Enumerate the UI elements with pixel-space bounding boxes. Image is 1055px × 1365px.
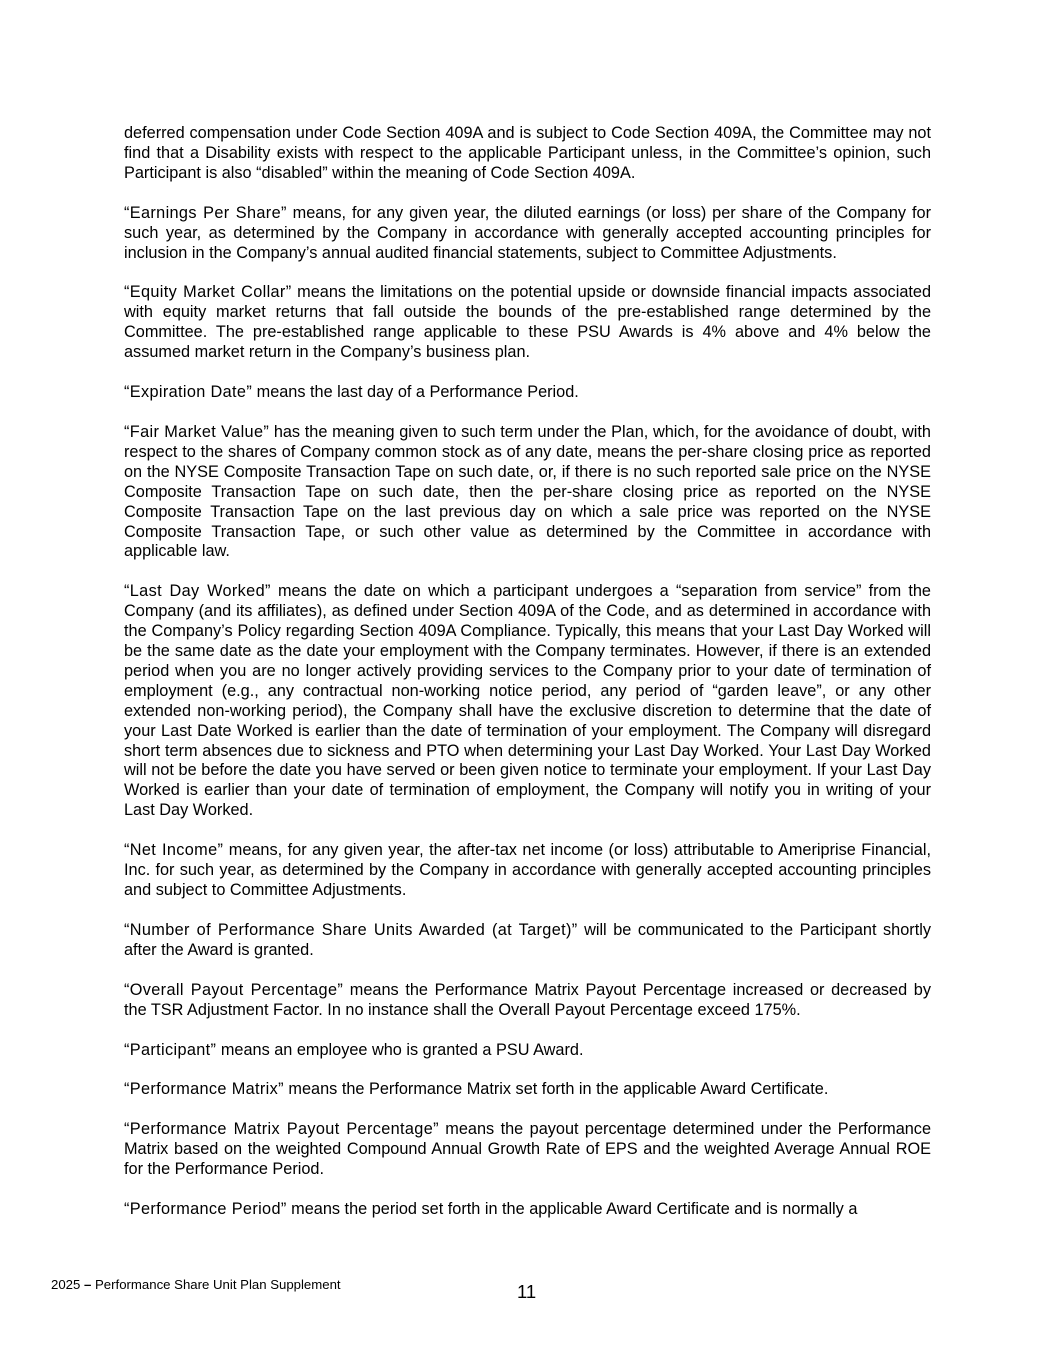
- definition-number-of-psu-awarded: [124, 921, 931, 961]
- page-number: 11: [517, 1281, 537, 1302]
- paragraph-disability-continued: [124, 124, 931, 184]
- definition-last-day-worked: [124, 582, 931, 821]
- definition-fair-market-value: [124, 423, 931, 562]
- defined-term: “Participant”: [124, 1040, 217, 1059]
- definition-text: means the period set forth in the applicable Award Certificate and is normally a: [286, 1200, 858, 1219]
- document-body: [124, 124, 931, 1240]
- defined-term: “Fair Market Value”: [124, 422, 270, 441]
- definition-performance-matrix-payout-percentage: [124, 1120, 931, 1180]
- defined-term: “Equity Market Collar”: [124, 283, 292, 302]
- definition-overall-payout-percentage: [124, 981, 931, 1021]
- definition-participant: [124, 1041, 931, 1061]
- definition-text: means, for any given year, the diluted earnings (or loss) per share of the Company for such year, as determined by the Company in accordance with generally accepted accounting principles for inclusion in the Company’s annual audited financial statements, subject to Committee Adjustments.: [124, 203, 931, 262]
- definition-earnings-per-share: [124, 204, 931, 264]
- definition-expiration-date: [124, 383, 931, 403]
- defined-term: “Performance Matrix Payout Percentage”: [124, 1120, 439, 1139]
- defined-term: “Last Day Worked”: [124, 582, 271, 601]
- defined-term: “Earnings Per Share”: [124, 203, 287, 222]
- defined-term: “Performance Period”: [124, 1200, 287, 1219]
- definition-text: will be communicated to the Participant shortly after the Award is granted.: [124, 920, 931, 959]
- footer-document-title: [51, 1277, 341, 1292]
- defined-term: “Net Income”: [124, 841, 224, 860]
- definition-equity-market-collar: [124, 283, 931, 363]
- definition-text: means an employee who is granted a PSU Award.: [216, 1040, 584, 1059]
- defined-term: “Performance Matrix”: [124, 1080, 284, 1099]
- definition-text: means the date on which a participant undergoes a “separation from service” from the Company (and its affiliates), as defined under Section 409A of the Code, and as determined in accordance with the Company’s Policy regarding Section 409A Compliance. Typically, this means that your Last Day Worked will be the same date as the date your employment with the Company terminates. However, if there is an extended period when you are no longer actively providing services to the Company prior to your date of termination of employment (e.g., any contractual non-working notice period, any period of “garden leave”, or any other extended non-working period), the Company shall have the exclusive discretion to determine that the date of your Last Date Worked is earlier than the date of termination of your employment. The Company will disregard short term absences due to sickness and PTO when determining your Last Day Worked. Your Last Day Worked will not be before the date you have served or been given notice to terminate your employment. If your Last Day Worked is earlier than your date of termination of employment, the Company will notify you in writing of your Last Day Worked.: [124, 582, 931, 820]
- footer-dash: –: [80, 1277, 96, 1292]
- definition-performance-matrix: [124, 1080, 931, 1100]
- definition-text: means the Performance Matrix set forth in the applicable Award Certificate.: [283, 1080, 829, 1099]
- definition-text: means the last day of a Performance Period.: [252, 383, 579, 402]
- defined-term: “Expiration Date”: [124, 383, 253, 402]
- defined-term: “Overall Payout Percentage”: [124, 980, 344, 999]
- footer-year: 2025: [51, 1277, 81, 1292]
- definition-text: means, for any given year, the after-tax net income (or loss) attributable to Ameriprise Financial, Inc. for such year, as determined by the Company in accordance with generally accepted accounting principles and subject to Committee Adjustments.: [124, 841, 931, 899]
- definition-text: means the Performance Matrix Payout Percentage increased or decreased by the TSR Adjustment Factor. In no instance shall the Overall Payout Percentage exceed 175%.: [124, 980, 931, 1019]
- definition-text: has the meaning given to such term under the Plan, which, for the avoidance of doubt, with respect to the shares of Company common stock as of any date, means the per-share closing price as reported on the NYSE Composite Transaction Tape on such date, or, if there is no such reported sale price on the NYSE Composite Transaction Tape on such date, then the per-share closing price as reported on the NYSE Composite Transaction Tape on the last previous day on which a sale price was reported on the NYSE Composite Transaction Tape, or such other value as determined by the Committee in accordance with applicable law.: [124, 422, 931, 561]
- definition-text: means the payout percentage determined under the Performance Matrix based on the weighted Compound Annual Growth Rate of EPS and the weighted Average Annual ROE for the Performance Period.: [124, 1120, 932, 1179]
- definition-text: means the limitations on the potential upside or downside financial impacts associated with equity market returns that fall outside the bounds of the pre-established range determined by the Committee. The pre-established range applicable to these PSU Awards is 4% above and 4% below the assumed market return in the Company’s business plan.: [124, 283, 932, 362]
- definition-net-income: [124, 841, 931, 901]
- defined-term: “Number of Performance Share Units Awarded (at Target)”: [124, 920, 578, 939]
- definition-performance-period: [124, 1200, 931, 1220]
- paragraph-text: deferred compensation under Code Section 409A and is subject to Code Section 409A, the Committee may not find that a Disability exists with respect to the applicable Participant unless, in the Committee’s opinion, such Participant is also “disabled” within the meaning of Code Section 409A.: [124, 124, 931, 182]
- footer-title: Performance Share Unit Plan Supplement: [95, 1277, 341, 1292]
